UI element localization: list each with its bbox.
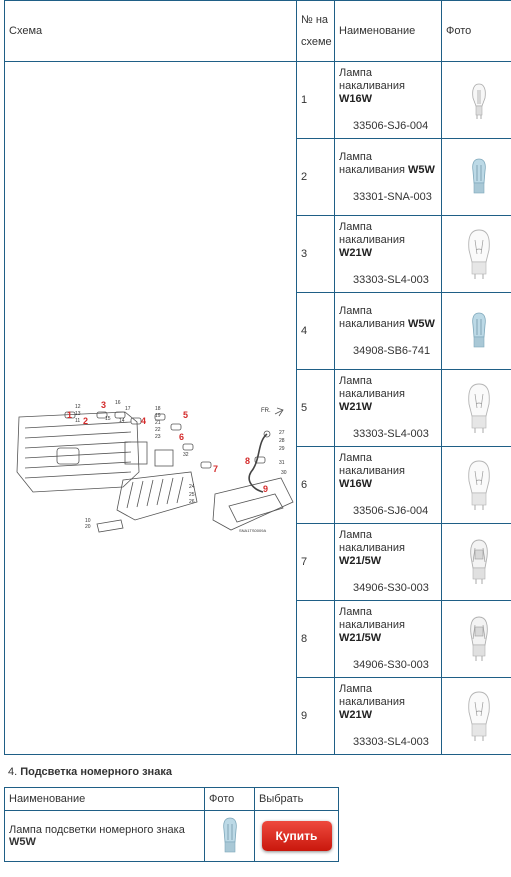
row-name-text: Лампа накаливания <box>339 683 405 708</box>
row-name-bold: W21/5W <box>339 555 382 567</box>
parts-table <box>4 0 511 755</box>
diagram-ref-code: SNA1TS0009A <box>239 528 267 533</box>
diagram-part-number: 16 <box>115 400 121 406</box>
row-part-code: 34906-S30-003 <box>353 659 429 671</box>
row-part-code: 33303-SL4-003 <box>353 274 429 286</box>
row-name-bold: W16W <box>339 93 372 105</box>
row-name-text: Лампа накаливания <box>339 529 405 554</box>
front-arrow-icon <box>275 408 283 416</box>
socket <box>183 444 193 450</box>
bulb-photo-icon[interactable] <box>469 155 489 199</box>
header-scheme: Схема <box>5 1 297 62</box>
diagram-part-number: 22 <box>155 427 161 433</box>
diagram-part-number: 12 <box>75 404 81 410</box>
bulb-photo-icon[interactable] <box>464 380 494 436</box>
callout-number: 2 <box>83 416 89 426</box>
row-name-text: Лампа накаливания <box>339 67 405 92</box>
diagram-part-number: 18 <box>155 406 161 412</box>
row-name-bold: W21W <box>339 247 372 259</box>
row-name <box>335 139 442 216</box>
row-number: 8 <box>297 601 335 678</box>
plate-name <box>5 811 205 862</box>
parts-row <box>5 62 511 139</box>
row-name <box>335 524 442 601</box>
row-photo[interactable] <box>442 62 511 139</box>
bulb-photo-icon[interactable] <box>464 457 494 513</box>
header-number <box>297 1 335 62</box>
diagram-part-number: 28 <box>279 438 285 444</box>
parts-table-header <box>5 1 511 62</box>
section-number: 4. <box>8 766 21 778</box>
front-label: FR. <box>261 408 271 414</box>
fog-lamp-rib <box>167 478 173 504</box>
socket <box>171 424 181 430</box>
row-photo[interactable] <box>442 293 511 370</box>
buy-button[interactable]: Купить <box>262 821 332 851</box>
blue-bulb-photo-icon[interactable] <box>220 814 240 858</box>
callout-number: 4 <box>141 416 147 426</box>
row-part-code: 33506-SJ6-004 <box>353 505 429 517</box>
callout-number: 3 <box>101 400 107 410</box>
header-number-line2: схеме <box>301 36 332 48</box>
diagram-part-number: 21 <box>155 420 161 426</box>
fog-lamp-rib <box>157 479 163 505</box>
row-name-bold: W21/5W <box>339 632 382 644</box>
diagram-part-number: 24 <box>189 484 195 490</box>
row-photo[interactable] <box>442 370 511 447</box>
row-name-text: Лампа накаливания <box>339 606 405 631</box>
callout-number: 7 <box>213 464 219 474</box>
row-name <box>335 62 442 139</box>
row-name-bold: W5W <box>408 163 435 176</box>
diagram-part-number: 20 <box>85 524 91 530</box>
row-photo[interactable] <box>442 601 511 678</box>
row-name-text: Лампа накаливания <box>339 304 408 330</box>
row-name <box>335 447 442 524</box>
diagram-part-number: 19 <box>155 413 161 419</box>
plate-name-bold: W5W <box>9 836 36 848</box>
plate-light-table <box>4 787 339 862</box>
row-photo[interactable] <box>442 139 511 216</box>
fog-lamp-rib <box>127 482 133 508</box>
fog-lamp-outline <box>117 472 197 520</box>
row-name-bold: W21W <box>339 709 372 721</box>
headlight-grille-exploded-diagram[interactable] <box>5 62 295 751</box>
bracket-outline <box>125 442 147 464</box>
diagram-part-number: 14 <box>119 418 125 424</box>
row-part-code: 33506-SJ6-004 <box>353 120 429 132</box>
row-number: 5 <box>297 370 335 447</box>
row-name <box>335 370 442 447</box>
row-photo[interactable] <box>442 678 511 755</box>
diagram-part-number: 27 <box>279 430 285 436</box>
plate-select <box>255 811 339 862</box>
socket <box>201 462 211 468</box>
row-part-code: 34906-S30-003 <box>353 582 429 594</box>
diagram-part-number: 30 <box>281 470 287 476</box>
headlight-lens <box>229 494 283 522</box>
row-part-code: 33301-SNA-003 <box>353 190 432 203</box>
header-photo: Фото <box>442 1 511 62</box>
fog-lamp-rib <box>137 481 143 507</box>
fog-lamp-rib <box>147 480 153 506</box>
grille-slat <box>25 452 131 458</box>
diagram-part-number: 32 <box>183 452 189 458</box>
scheme-cell <box>5 62 297 755</box>
grille-slat <box>25 432 131 438</box>
plate-header-photo: Фото <box>205 788 255 811</box>
row-number: 3 <box>297 216 335 293</box>
bulb-photo-icon[interactable] <box>466 536 492 588</box>
row-number: 9 <box>297 678 335 755</box>
row-name <box>335 293 442 370</box>
row-number: 6 <box>297 447 335 524</box>
row-number: 2 <box>297 139 335 216</box>
grille-slat <box>25 442 131 448</box>
row-name-text: Лампа накаливания <box>339 150 408 176</box>
fog-lamp-rib <box>177 477 183 503</box>
row-name <box>335 601 442 678</box>
row-name-text: Лампа накаливания <box>339 375 405 400</box>
section-heading: Подсветка номерного знака <box>20 766 172 778</box>
diagram-part-number: 29 <box>279 446 285 452</box>
row-name-text: Лампа накаливания <box>339 221 405 246</box>
callout-number: 9 <box>263 484 269 494</box>
plate-header-name: Наименование <box>5 788 205 811</box>
bulb-photo-icon[interactable] <box>464 226 494 282</box>
plate-header-select: Выбрать <box>255 788 339 811</box>
bracket-outline <box>155 450 173 466</box>
lower-trim-outline <box>97 520 123 532</box>
row-number: 7 <box>297 524 335 601</box>
grille-slat <box>25 472 131 478</box>
diagram-part-number: 11 <box>75 418 81 424</box>
row-name-bold: W21W <box>339 401 372 413</box>
plate-row <box>5 811 339 862</box>
row-name-text: Лампа накаливания <box>339 452 405 477</box>
diagram-part-number: 25 <box>189 492 195 498</box>
diagram-part-number: 13 <box>75 411 81 417</box>
diagram-part-number: 17 <box>125 406 131 412</box>
diagram-part-number: 23 <box>155 434 161 440</box>
bulb-photo-icon[interactable] <box>469 78 489 122</box>
plate-name-text: Лампа подсветки номерного знака <box>9 824 185 836</box>
row-photo[interactable] <box>442 216 511 293</box>
row-name-bold: W16W <box>339 478 372 490</box>
row-part-code: 33303-SL4-003 <box>353 736 429 748</box>
row-part-code: 34908-SB6-741 <box>353 344 431 357</box>
section-title <box>8 766 172 778</box>
row-photo[interactable] <box>442 524 511 601</box>
bulb-photo-icon[interactable] <box>469 309 489 353</box>
diagram-part-number: 26 <box>189 499 195 505</box>
callout-number: 1 <box>67 410 73 420</box>
row-number: 4 <box>297 293 335 370</box>
header-number-line1: № на <box>301 14 329 26</box>
grille-outline <box>17 412 139 492</box>
bulb-photo-icon[interactable] <box>464 688 494 744</box>
callout-number: 5 <box>183 410 189 420</box>
diagram-part-number: 31 <box>279 460 285 466</box>
diagram-part-number: 15 <box>105 416 111 422</box>
row-number: 1 <box>297 62 335 139</box>
row-photo[interactable] <box>442 447 511 524</box>
row-name-bold: W5W <box>408 317 435 330</box>
callout-number: 8 <box>245 456 251 466</box>
callout-number: 6 <box>179 432 185 442</box>
row-name <box>335 678 442 755</box>
diagram-part-number: 10 <box>85 518 91 524</box>
bulb-photo-icon[interactable] <box>466 613 492 665</box>
row-name <box>335 216 442 293</box>
row-part-code: 33303-SL4-003 <box>353 428 429 440</box>
plate-photo[interactable] <box>205 811 255 862</box>
header-name: Наименование <box>335 1 442 62</box>
